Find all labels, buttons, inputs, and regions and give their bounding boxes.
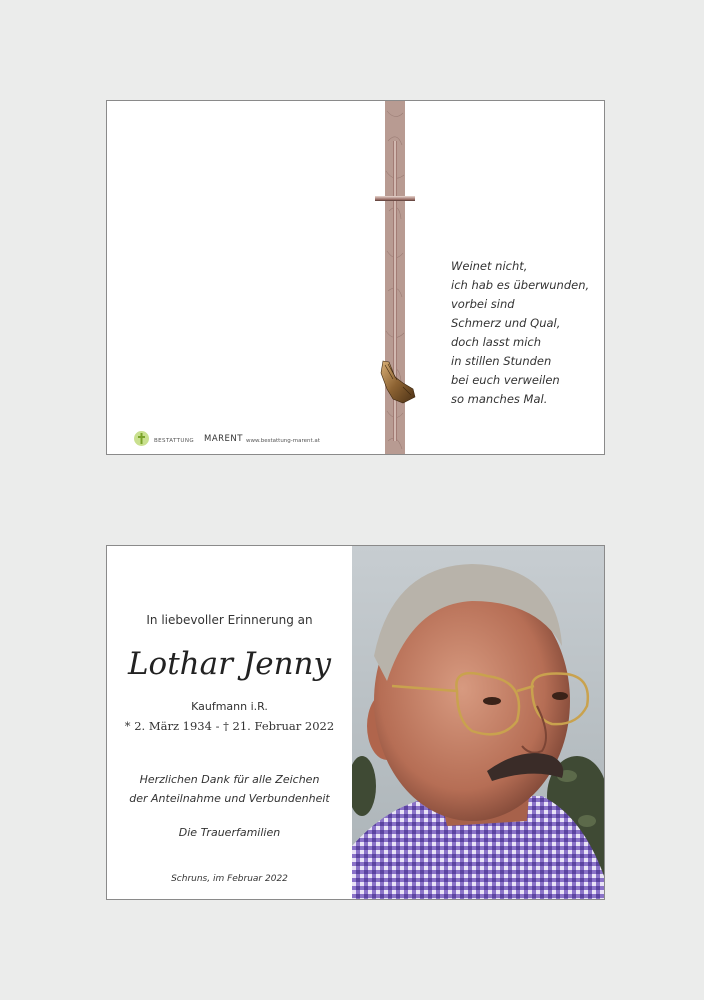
intro-text: In liebevoller Erinnerung an	[146, 613, 313, 627]
poem-line: doch lasst mich	[451, 335, 542, 349]
mourning-card-front	[106, 100, 605, 455]
portrait-photo	[352, 546, 604, 899]
signoff: Die Trauerfamilien	[178, 826, 281, 839]
mourning-card-inside	[106, 545, 605, 900]
portrait-image	[352, 546, 604, 899]
poem-line: ich hab es überwunden,	[451, 278, 590, 292]
poem	[451, 257, 589, 409]
funeral-home-logo-icon	[133, 430, 150, 447]
poem-line: in stillen Stunden	[451, 354, 552, 368]
poem-line: so manches Mal.	[451, 392, 548, 406]
deceased-name: Lothar Jenny	[127, 646, 332, 682]
poem-line: Schmerz und Qual,	[451, 316, 561, 330]
memorial-text	[107, 546, 352, 899]
poem-line: vorbei sind	[451, 297, 515, 311]
brand-prefix: BESTATTUNG	[154, 438, 195, 444]
thanks-line: der Anteilnahme und Verbundenheit	[129, 792, 330, 805]
place-date: Schruns, im Februar 2022	[171, 874, 288, 884]
praying-hands-icon	[373, 359, 419, 405]
cross-horizontal-beam	[375, 196, 415, 200]
brand-url: www.bestattung-marent.at	[246, 438, 320, 444]
thanks-line: Herzlichen Dank für alle Zeichen	[139, 773, 320, 786]
poem-line: bei euch verweilen	[451, 373, 560, 387]
life-dates: * 2. März 1934 - † 21. Februar 2022	[124, 719, 335, 733]
brand-name: MARENT	[204, 434, 243, 444]
occupation: Kaufmann i.R.	[191, 700, 268, 713]
poem-line: Weinet nicht,	[451, 259, 528, 273]
